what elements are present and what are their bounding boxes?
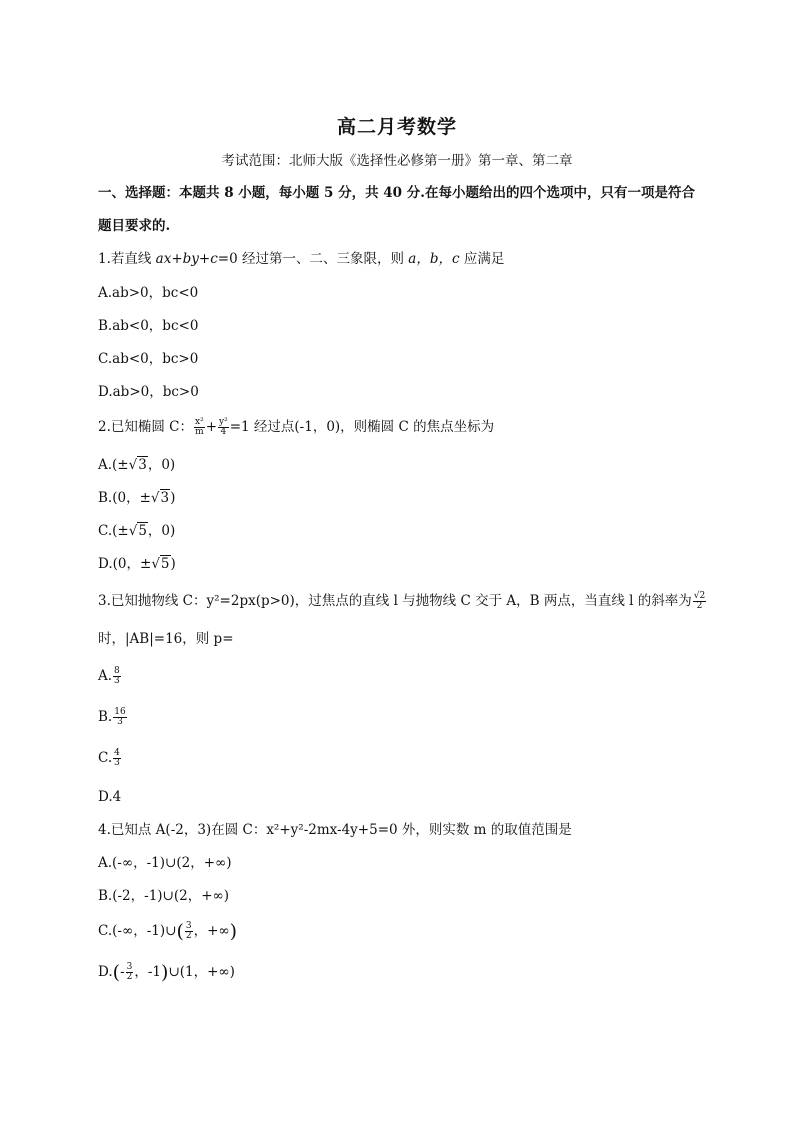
q4-d-den: 2 [126,972,133,982]
q2-b-radicand: 3 [160,490,170,506]
q1-vars: a，b，c [408,251,460,267]
q2-a-post: ，0) [147,457,176,473]
q1-stem-prefix: 1.若直线 [98,251,156,267]
q2-d-radicand: 5 [160,556,170,572]
q4-c-num: 3 [185,921,192,931]
q3-b-fraction [113,708,126,727]
q3-option-c[interactable] [98,749,122,768]
q2-c-post: ，0) [147,523,176,539]
section-heading-line2: 题目要求的. [98,218,171,234]
question-1-stem [98,250,504,268]
sqrt-icon: √3 [150,490,170,506]
q2-frac1-den: m [195,427,204,437]
q2-c-radicand: 5 [138,523,147,539]
q3-option-b[interactable] [98,708,128,727]
sqrt-icon: √5 [128,523,147,539]
question-3-stem-line2: 时，|AB|=16，则 p= [98,631,234,647]
q3-c-fraction [113,749,121,768]
q4-option-b[interactable]: B.(-2，-1)∪(2，+∞) [98,888,230,904]
q2-option-d[interactable] [98,555,176,573]
q4-option-a[interactable]: A.(-∞，-1)∪(2，+∞) [98,855,232,871]
q4-d-post: ∪(1，+∞) [168,964,235,980]
q1-option-a[interactable]: A.ab>0，bc<0 [98,285,199,301]
q2-d-post: ) [170,556,176,572]
right-paren-icon: ) [161,961,169,984]
q2-frac2-num: y² [219,417,228,427]
q1-stem-suffix: 应满足 [459,251,505,267]
page-title: 高二月考数学 [336,116,457,138]
q2-b-post: ) [170,490,176,506]
q1-stem-mid: =0 经过第一、二、三象限，则 [217,251,409,267]
q3-a-label: A. [98,668,113,684]
q4-option-d[interactable] [98,963,235,982]
q4-c-den: 2 [185,931,192,941]
q4-c-fraction [185,922,193,941]
question-4-stem: 4.已知点 A(-2，3)在圆 C：x²+y²-2mx-4y+5=0 外，则实数 m 的取值范围是 [98,822,572,838]
q2-option-b[interactable] [98,489,175,507]
q2-frac1-num: x² [195,417,204,427]
q2-a-radicand: 3 [138,457,147,473]
q4-d-label: D. [98,964,113,980]
q3-a-fraction [113,667,121,686]
q3-option-d[interactable]: D.4 [98,789,122,805]
q2-a-pre: A.(± [98,457,129,473]
q2-d-pre: D.(0，± [98,556,152,572]
q2-frac2-den: 4 [220,427,227,437]
q2-b-pre: B.(0，± [98,490,151,506]
q2-plus: + [205,419,218,435]
q1-option-b[interactable]: B.ab<0，bc<0 [98,318,199,334]
q3-stem-prefix: 3.已知抛物线 C：y²=2px(p>0)，过焦点的直线 l 与抛物线 C 交于 A，B 两点，当直线 l 的斜率为 [98,593,692,609]
q4-d-minus: - [120,964,125,980]
q2-stem-prefix: 2.已知椭圆 C： [98,419,194,435]
q3-slope-num: √2 [693,591,706,601]
q3-b-num: 16 [114,707,126,717]
q3-a-den: 3 [114,676,120,686]
q1-option-d[interactable]: D.ab>0，bc>0 [98,384,199,400]
q3-b-label: B. [98,709,113,725]
q4-d-fraction [126,963,134,982]
q3-c-num: 4 [114,748,120,758]
section-heading-line1: 一、选择题：本题共 8 小题，每小题 5 分，共 40 分.在每小题给出的四个选项中，只有一项是符合 [98,185,695,201]
question-2-stem [98,418,494,437]
q2-fraction-x [194,418,205,437]
q3-slope-fraction [693,592,706,611]
q3-a-num: 8 [114,666,120,676]
q3-c-label: C. [98,750,113,766]
q2-option-c[interactable] [98,522,175,540]
q3-option-a[interactable] [98,667,122,686]
right-paren-icon: ) [229,920,238,943]
q2-c-pre: C.(± [98,523,129,539]
q2-fraction-y [218,418,229,437]
exam-scope: 考试范围：北师大版《选择性必修第一册》第一章、第二章 [221,153,573,169]
sqrt-icon: √3 [128,457,147,473]
sqrt-icon: √5 [151,556,170,572]
q3-c-den: 3 [114,758,120,768]
left-paren-icon: ( [112,961,121,984]
q2-option-a[interactable] [98,456,175,474]
q3-b-den: 3 [117,717,123,727]
q1-option-c[interactable]: C.ab<0，bc>0 [98,351,199,367]
question-3-stem [98,592,707,611]
q4-c-post: ，+∞ [193,923,230,939]
left-paren-icon: ( [176,920,184,943]
q3-slope-den: 2 [696,601,703,611]
q2-stem-suffix: =1 经过点(-1，0)，则椭圆 C 的焦点坐标为 [229,419,495,435]
q4-d-num: 3 [126,962,133,972]
q1-equation: ax+by+c [155,251,218,267]
q4-d-mid: ，-1 [134,964,162,980]
q4-option-c[interactable] [98,922,237,941]
q4-c-pre: C.(-∞，-1)∪ [98,923,177,939]
